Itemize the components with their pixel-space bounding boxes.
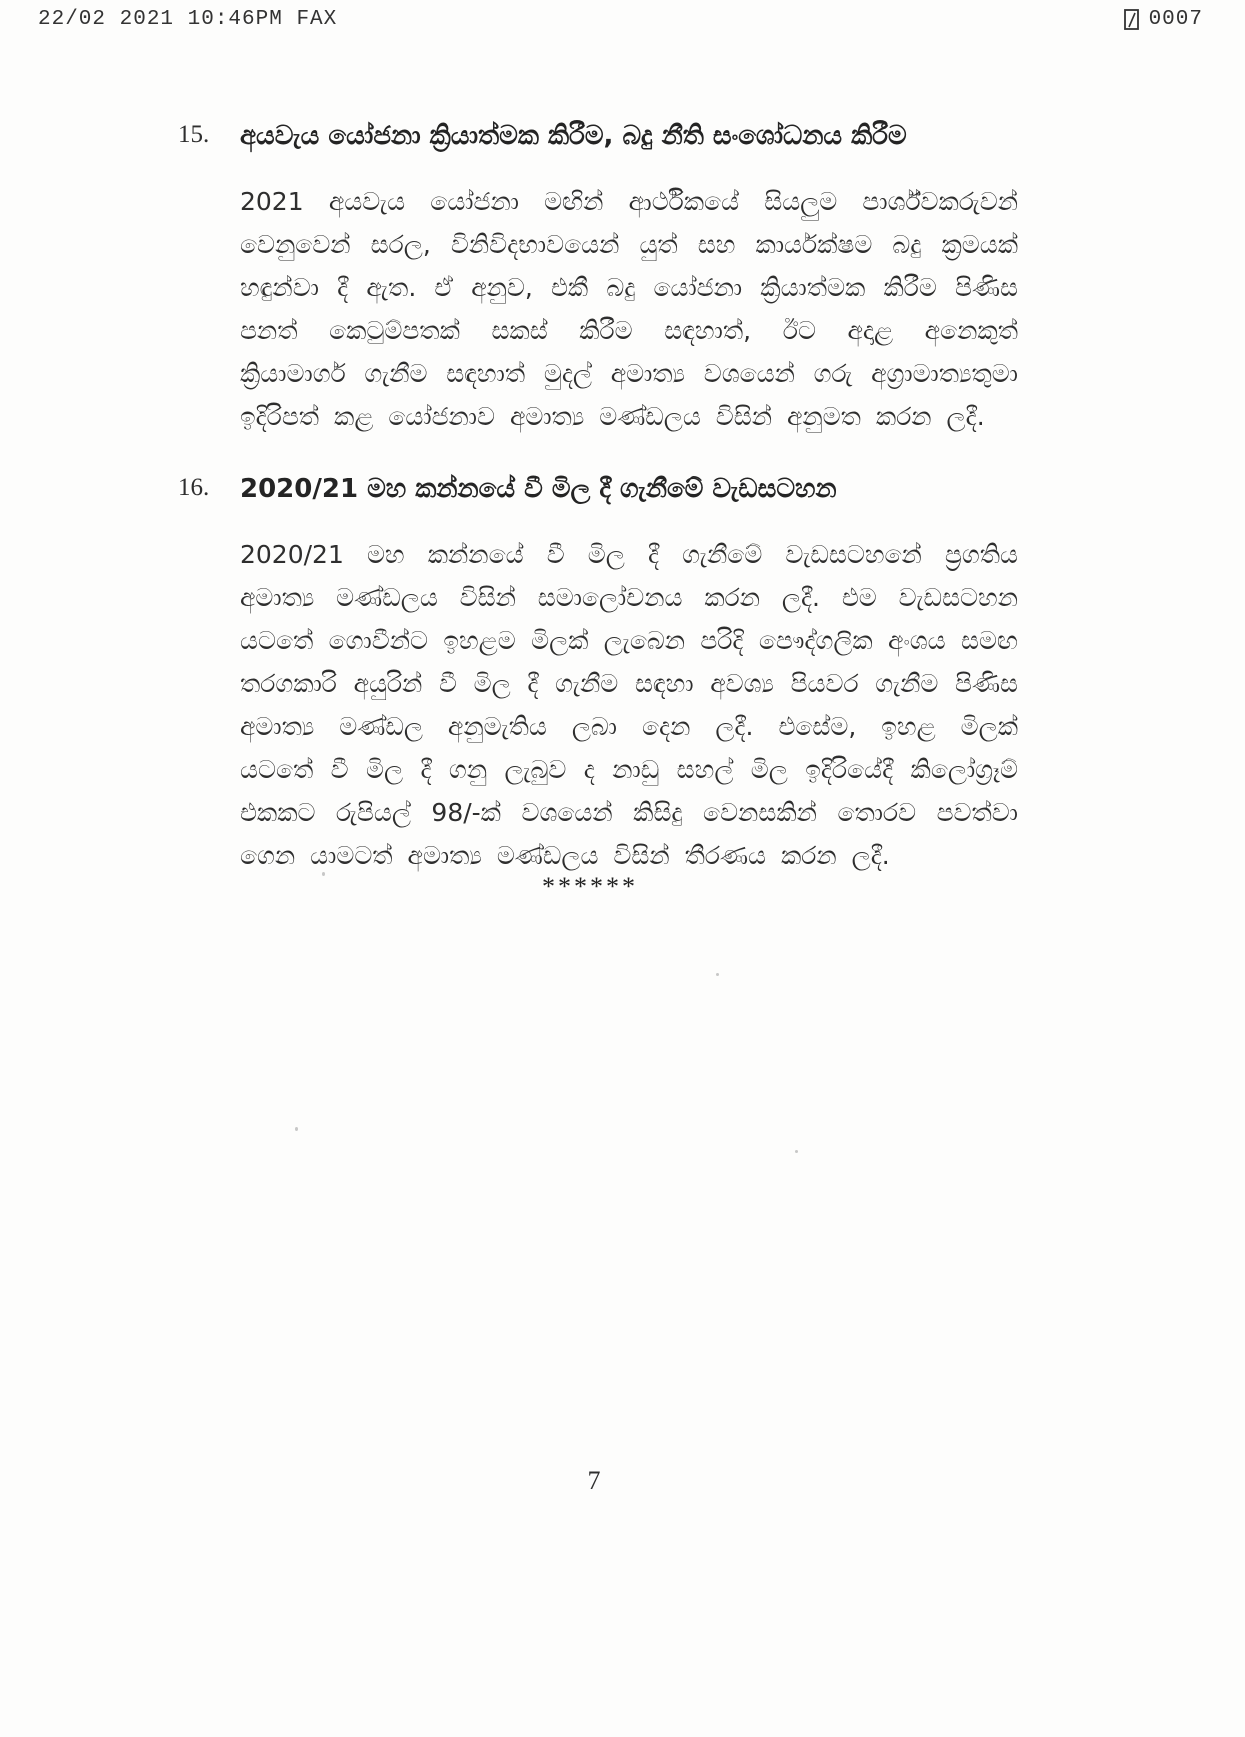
section-15	[178, 118, 1018, 438]
page-number: 7	[587, 1466, 601, 1495]
scan-speckle	[795, 1150, 798, 1153]
fax-page-counter-group	[1124, 8, 1203, 31]
fax-timestamp: 22/02 2021 10:46PM FAX	[38, 8, 338, 31]
section-15-number: 15.	[178, 121, 210, 148]
section-16-title: 2020/21 මහ කන්නයේ වී මිල දී ගැනීමේ වැඩසටහන	[240, 474, 837, 504]
fax-page-counter: 0007	[1148, 8, 1203, 31]
section-15-title: අයවැය යෝජනා ක්‍රියාත්මක කිරීම, බදු නීති සංශෝධනය කිරීම	[240, 121, 907, 151]
fax-header	[0, 8, 1245, 31]
section-16-main	[240, 471, 1018, 877]
end-separator: ******	[542, 872, 638, 901]
document-content	[178, 118, 1018, 877]
scan-speckle	[322, 872, 325, 876]
section-16-number: 16.	[178, 474, 210, 501]
section-15-main	[240, 118, 1018, 438]
scan-speckle	[295, 1127, 298, 1131]
section-16	[178, 471, 1018, 877]
fax-page-icon	[1124, 9, 1139, 30]
section-16-body: 2020/21 මහ කන්නයේ වී මිල දී ගැනීමේ වැඩසටහනේ ප්‍රගතිය අමාත්‍ය මණ්ඩලය විසින් සමාලෝචනය කරන ලදී. එම වැඩසටහන යටතේ ගොවීන්ට ඉහළම මිලක් ලැබෙන පරිදි පෞද්ගලික අංශය සමඟ තරගකාරි අයුරින් වී මිල දී ගැනීම සඳහා අවශ්‍ය පියවර ගැනීම පිණිස අමාත්‍ය මණ්ඩල අනුමැතිය ලබා දෙන ලදී. එසේම, ඉහළ මිලක් යටතේ වී මිල දී ගනු ලැබුව ද නාඩු සහල් මිල ඉදිරියේදී කිලෝග්‍රෑම් එකකට රුපියල් 98/-ක් වශයෙන් කිසිදු වෙනසකින් තොරව පවත්වා ගෙන යාමටත් අමාත්‍ය මණ්ඩලය විසින් තීරණය කරන ලදී.	[240, 540, 1018, 870]
scan-speckle	[716, 973, 719, 976]
section-15-body: 2021 අයවැය යෝජනා මඟින් ආර්ථිකයේ සියලුම පාර්ශ්වකරුවන් වෙනුවෙන් සරල, විනිවිදභාවයෙන් යුත් සහ කාර්යක්ෂම බදු ක්‍රමයක් හඳුන්වා දී ඇත. ඒ අනුව, එකී බදු යෝජනා ක්‍රියාත්මක කිරීම පිණිස පනත් කෙටුම්පතක් සකස් කිරීම සඳහාත්, ඊට අදාළ අනෙකුත් ක්‍රියාමාර්ග ගැනීම සඳහාත් මුදල් අමාත්‍ය වශයෙන් ගරු අග්‍රාමාත්‍යතුමා ඉදිරිපත් කළ යෝජනාව අමාත්‍ය මණ්ඩලය විසින් අනුමත කරන ලදී.	[240, 187, 1018, 431]
